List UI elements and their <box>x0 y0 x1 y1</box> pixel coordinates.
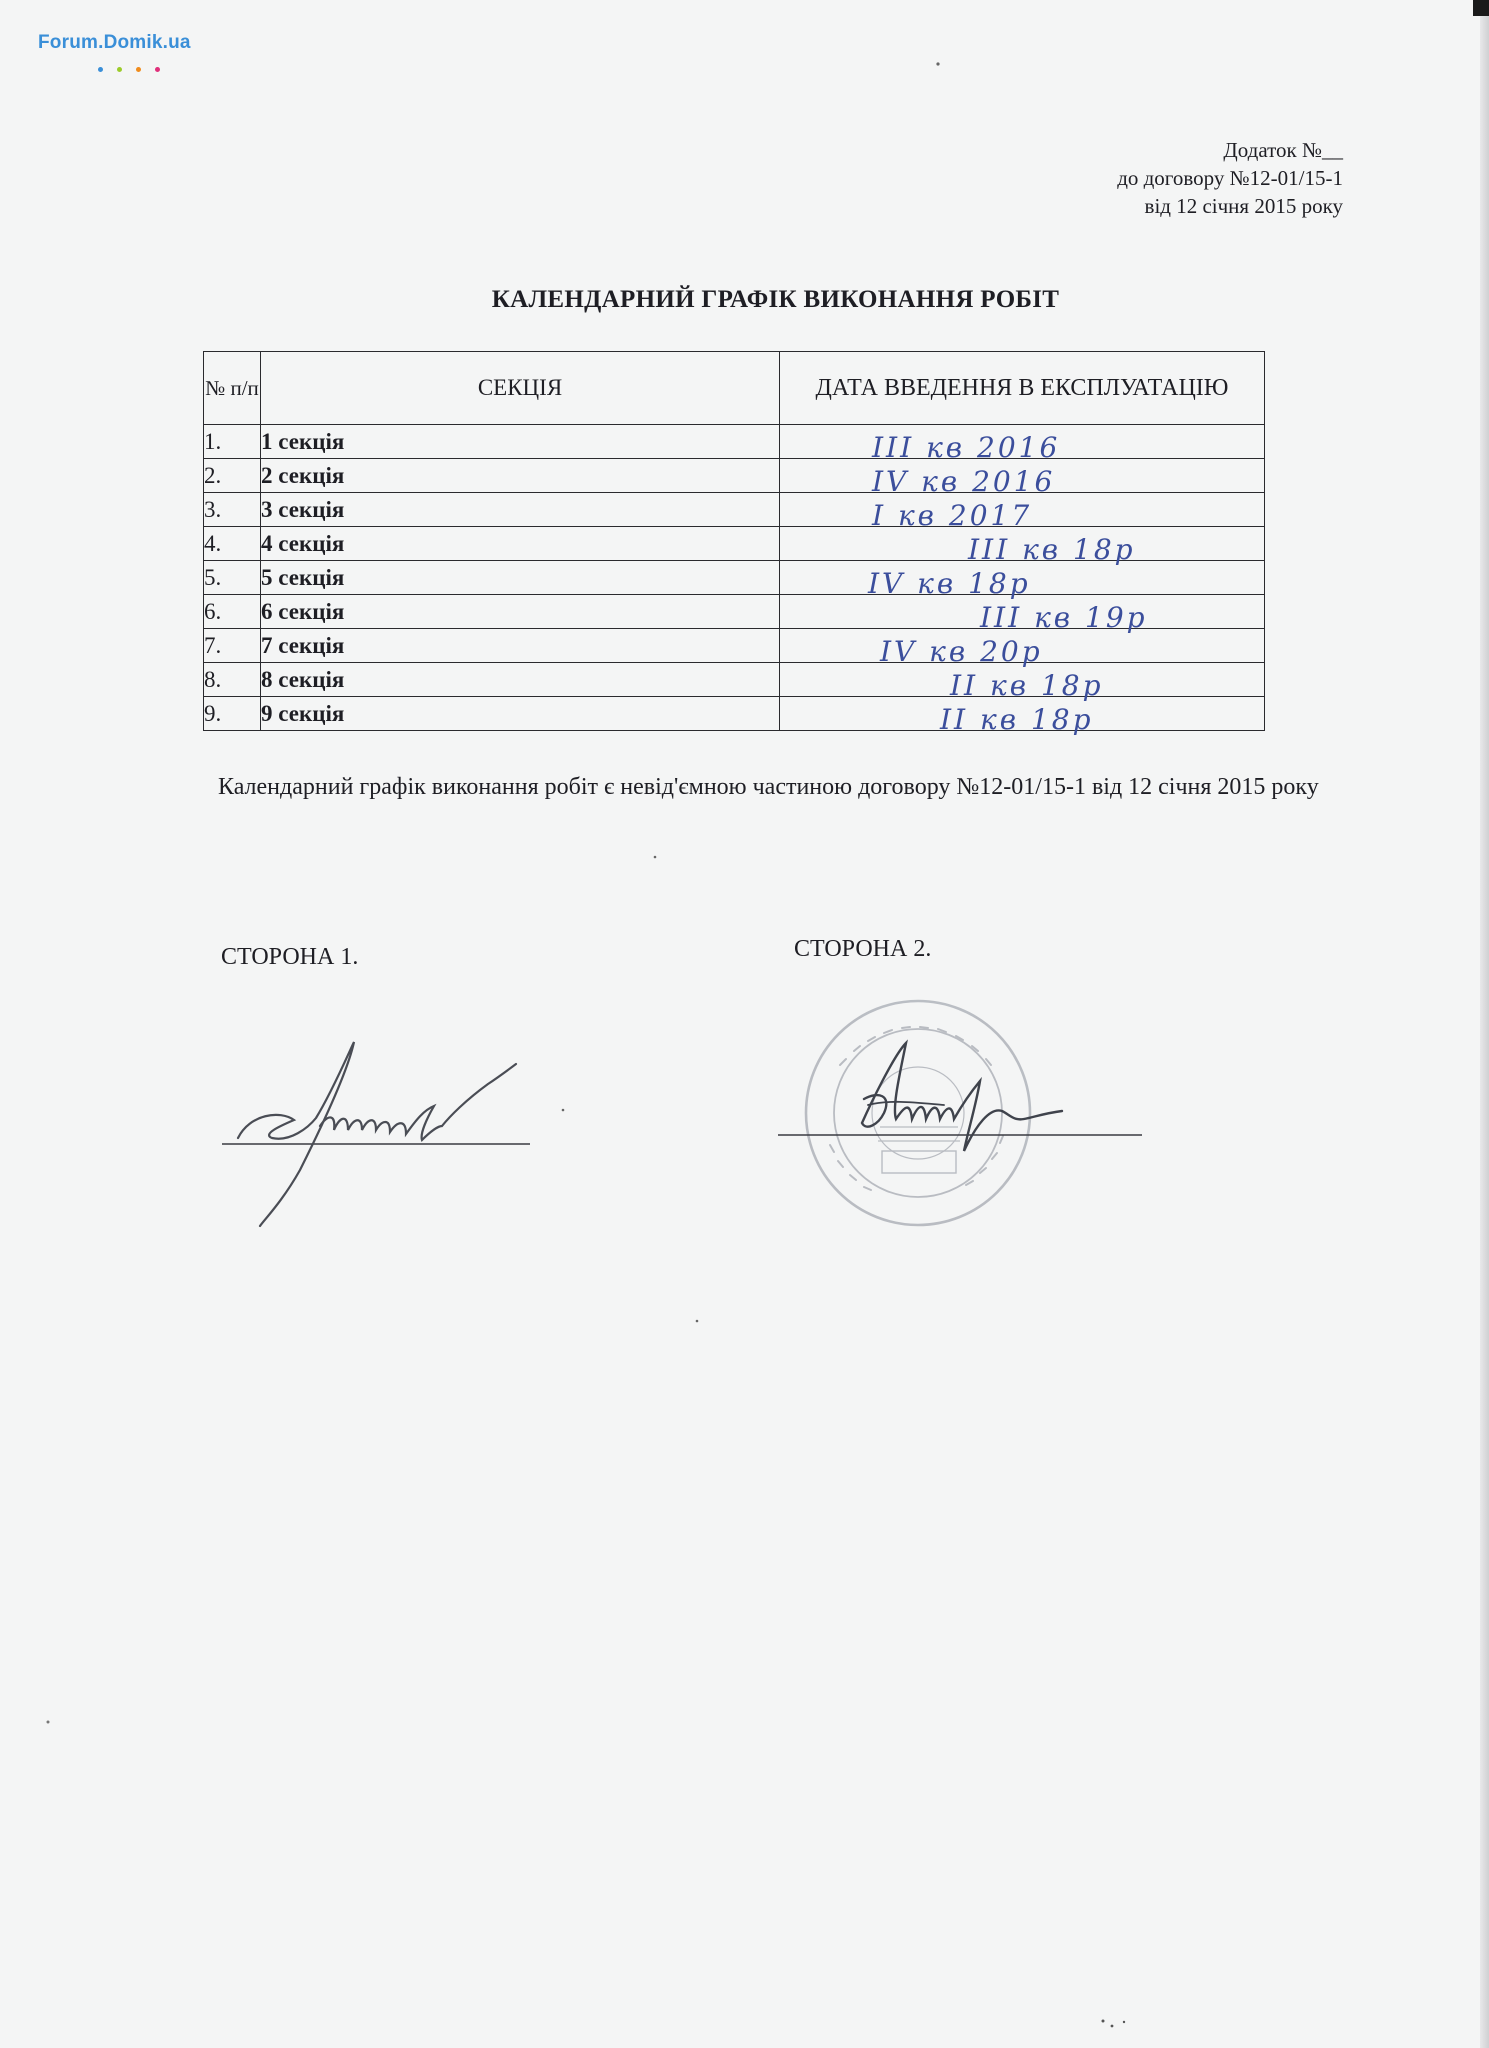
handwritten-date: III кв 2016 <box>872 431 1061 464</box>
header-section: СЕКЦІЯ <box>261 352 780 425</box>
contract-reference: до договору №12-01/15-1 <box>1117 166 1343 190</box>
handwritten-date: I кв 2017 <box>872 499 1033 532</box>
handwritten-date: IV кв 20р <box>880 635 1043 668</box>
handwritten-date: III кв 18р <box>968 533 1136 566</box>
row-section: 7 секція <box>261 629 780 663</box>
handwritten-date: IV кв 2016 <box>872 465 1056 498</box>
row-number: 4. <box>204 527 261 561</box>
speck <box>1102 2020 1105 2023</box>
speck <box>562 1109 565 1112</box>
row-number: 8. <box>204 663 261 697</box>
row-number: 7. <box>204 629 261 663</box>
row-section: 2 секція <box>261 459 780 493</box>
row-section: 6 секція <box>261 595 780 629</box>
row-number: 5. <box>204 561 261 595</box>
header-number: № п/п <box>204 352 261 425</box>
party-1-label: СТОРОНА 1. <box>221 944 359 970</box>
row-section: 8 секція <box>261 663 780 697</box>
row-section: 1 секція <box>261 425 780 459</box>
speck <box>936 62 939 65</box>
row-section: 4 секція <box>261 527 780 561</box>
row-section: 5 секція <box>261 561 780 595</box>
integral-part-note: Календарний графік виконання робіт є невід'ємною частиною договору №12-01/15-1 від 12 січня 2015 року <box>218 774 1319 800</box>
handwritten-date: II кв 18р <box>950 669 1104 702</box>
speck <box>1123 2021 1125 2023</box>
row-number: 6. <box>204 595 261 629</box>
contract-date: від 12 січня 2015 року <box>1144 194 1343 218</box>
handwritten-date: III кв 19р <box>980 601 1148 634</box>
row-section: 3 секція <box>261 493 780 527</box>
logo-text: Forum.Domik.ua <box>38 32 191 53</box>
row-number: 2. <box>204 459 261 493</box>
party-2-label: СТОРОНА 2. <box>794 936 932 962</box>
row-number: 1. <box>204 425 261 459</box>
speck <box>696 1320 699 1323</box>
row-section: 9 секція <box>261 697 780 731</box>
speck <box>47 1721 50 1724</box>
handwritten-date: II кв 18р <box>940 703 1094 736</box>
speck <box>1111 2025 1114 2028</box>
speck <box>654 856 657 859</box>
header-date: ДАТА ВВЕДЕННЯ В ЕКСПЛУАТАЦІЮ <box>780 352 1265 425</box>
annex-number: Додаток №__ <box>1223 138 1343 162</box>
document-title: КАЛЕНДАРНИЙ ГРАФІК ВИКОНАННЯ РОБІТ <box>491 286 1060 313</box>
row-number: 3. <box>204 493 261 527</box>
row-number: 9. <box>204 697 261 731</box>
handwritten-date: IV кв 18р <box>868 567 1031 600</box>
